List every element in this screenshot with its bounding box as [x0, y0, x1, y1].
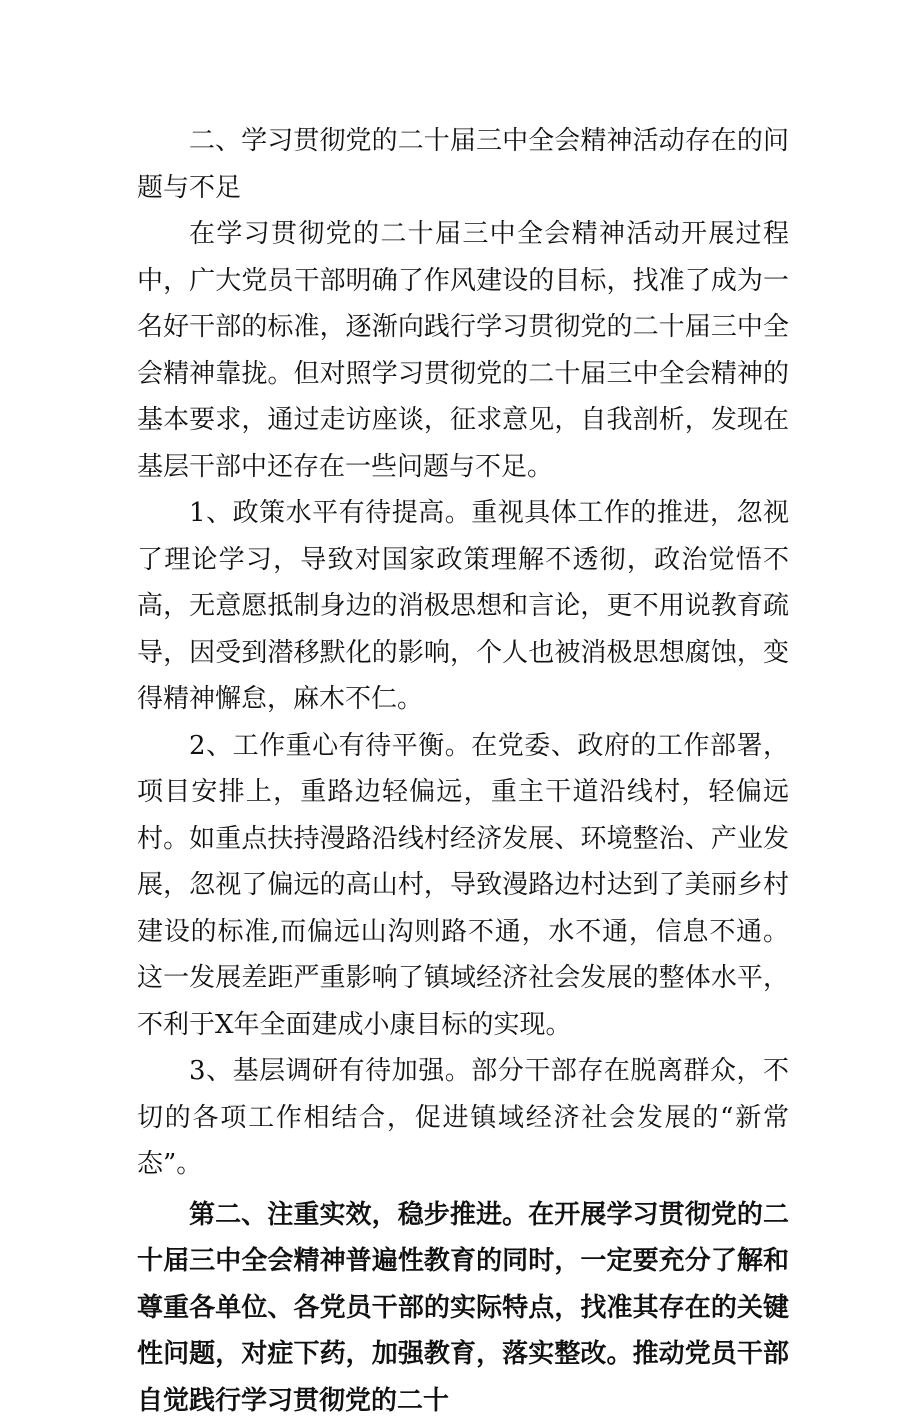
issue-paragraph-1: 1、政策水平有待提高。重视具体工作的推进，忽视了理论学习，导致对国家政策理解不透彻，政治觉悟不高，无意愿抵制身边的消极思想和言论，更不用说教育疏导，因受到潜移默化的影响，个人也被消极思想腐蚀，变得精神懈怠，麻木不仁。 [137, 490, 789, 723]
bold-paragraph: 第二、注重实效，稳步推进。在开展学习贯彻党的二十届三中全会精神普遍性教育的同时，一定要充分了解和尊重各单位、各党员干部的实际特点，找准其存在的关键性问题，对症下药，加强教育，落实整改。推动党员干部自觉践行学习贯彻党的二十 [137, 1192, 789, 1424]
intro-paragraph: 在学习贯彻党的二十届三中全会精神活动开展过程中，广大党员干部明确了作风建设的目标，找准了成为一名好干部的标准，逐渐向践行学习贯彻党的二十届三中全会精神靠拢。但对照学习贯彻党的二十届三中全会精神的基本要求，通过走访座谈，征求意见，自我剖析，发现在基层干部中还存在一些问题与不足。 [137, 211, 789, 490]
issue-paragraph-2: 2、工作重心有待平衡。在党委、政府的工作部署，项目安排上，重路边轻偏远，重主干道沿线村，轻偏远村。如重点扶持漫路沿线村经济发展、环境整治、产业发展，忽视了偏远的高山村，导致漫路边村达到了美丽乡村建设的标准,而偏远山沟则路不通，水不通，信息不通。这一发展差距严重影响了镇域经济社会发展的整体水平，不利于X年全面建成小康目标的实现。 [137, 723, 789, 1049]
issue-paragraph-3: 3、基层调研有待加强。部分干部存在脱离群众，不切的各项工作相结合，促进镇域经济社会发展的“新常态”。 [137, 1048, 789, 1188]
document-body [137, 118, 789, 1424]
section-heading: 二、学习贯彻党的二十届三中全会精神活动存在的问题与不足 [137, 118, 789, 211]
